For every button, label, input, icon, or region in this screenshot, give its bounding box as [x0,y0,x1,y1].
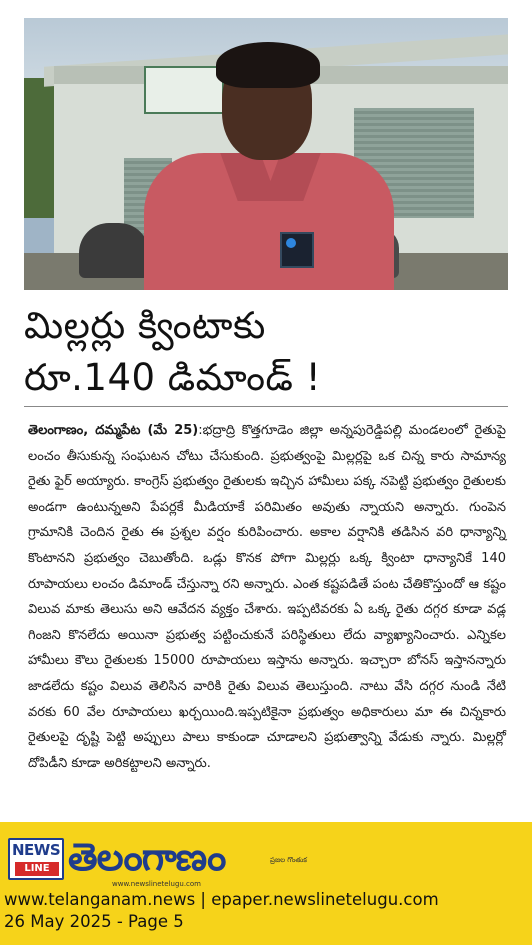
headline-line-2: రూ.140 డిమాండ్ ! [24,356,322,399]
photo-signboard [144,66,224,114]
article-dateline: తెలంగాణం, దమ్మపేట (మే 25) [28,423,199,438]
headline-divider [24,406,508,407]
footer-website-links[interactable]: www.telanganam.news | epaper.newslinetelugu.com [4,890,439,909]
photo-phone-in-pocket [280,232,314,268]
article-body [28,418,506,776]
footer-bar [0,822,532,945]
newsline-logo-news: NEWS [12,841,61,859]
article-paragraph: :భద్రాద్రి కొత్తగూడెం జిల్లా అన్నపురెడ్డిపల్లి మండలంలో రైతుపై లంచం తీసుకున్న సంఘటన చోటు చేసుకుంది. ప్రభుత్వంపై మిల్లర్లపై ఒక చిన్న కారు సామాన్య రైతు ఫైర్ అయ్యారు. కాంగ్రెస్ ప్రభుత్వం రైతులకు ఇచ్చిన హామీలు పక్క నపెట్టి ప్రభుత్వం రైతులకు అండగా ఉంటున్నఅని పేపర్లకే మీడియాకే పరిమితం అవుతు న్నాయని అన్నారు. గుంపెన గ్రామానికి చెందిన రైతు ఈ ప్రశ్నల వర్షం కురిపించారు. అకాల వర్షానికి తడిసిన వరి ధాన్యాన్ని కొంటానని ప్రభుత్వం చెబుతోంది. ఒడ్లు కొనక పోగా మిల్లర్లు ఒక్క క్వింటా ధాన్యానికే 140 రూపాయలు లంచం డిమాండ్ చేస్తున్నా రని అన్నారు. ఎంత కష్టపడితే పంట చేతికొస్తుందో ఆ కష్టం విలువ మాకు తెలుసు అని ఆవేదన వ్యక్తం చేశారు. ఇప్పటివరకు ఏ ఒక్క రైతు దగ్గర కూడా వడ్ల గింజని కొనలేదు అయినా ప్రభుత్వ పట్టించుకునే పరిస్థితులు లేదు వ్యాఖ్యానించారు. ఎన్నికల హామీలు కౌలు రైతులకు 15000 రూపాయలు ఇస్తాను అన్నారు. ఇచ్చారా బోనస్ ఇస్తానన్నారు జాడలేదు కష్టం విలువ తెలిసిన వారికి రైతు విలువ తెలుస్తుంది. నాటు వేసి దగ్గర నుండి నేటి వరకు 60 వేల రూపాయలు ఖర్చయింది.ఇప్పటికైనా ప్రభుత్వం అధికారులు మా ఈ చిన్నకారు రైతులపై దృష్టి పెట్టి అప్పులు పాలు కాకుండా చూడాలని ప్రభుత్వాన్ని వేడుకు న్నారు. మిల్లర్లో దోపిడీని కూడా అరికట్టాలని అన్నారు. [28,423,507,771]
photo-farmer-hair [216,42,320,88]
logo-website-url: www.newslinetelugu.com [112,880,201,888]
photo-motorbike [79,223,149,278]
newsline-logo [8,838,64,880]
newsline-logo-line: LINE [15,862,59,876]
article-photo [24,18,508,290]
telanganam-logo: తెలంగాణం [68,835,226,879]
telanganam-tagline: ప్రజల గొంతుక [270,856,307,864]
article-headline [24,300,508,404]
headline-line-1: మిల్లర్లు క్వింటాకు [24,304,266,347]
footer-date-page: 26 May 2025 - Page 5 [4,912,184,931]
photo-farmer-shirt [144,153,394,290]
photo-phone-screen [286,238,296,248]
